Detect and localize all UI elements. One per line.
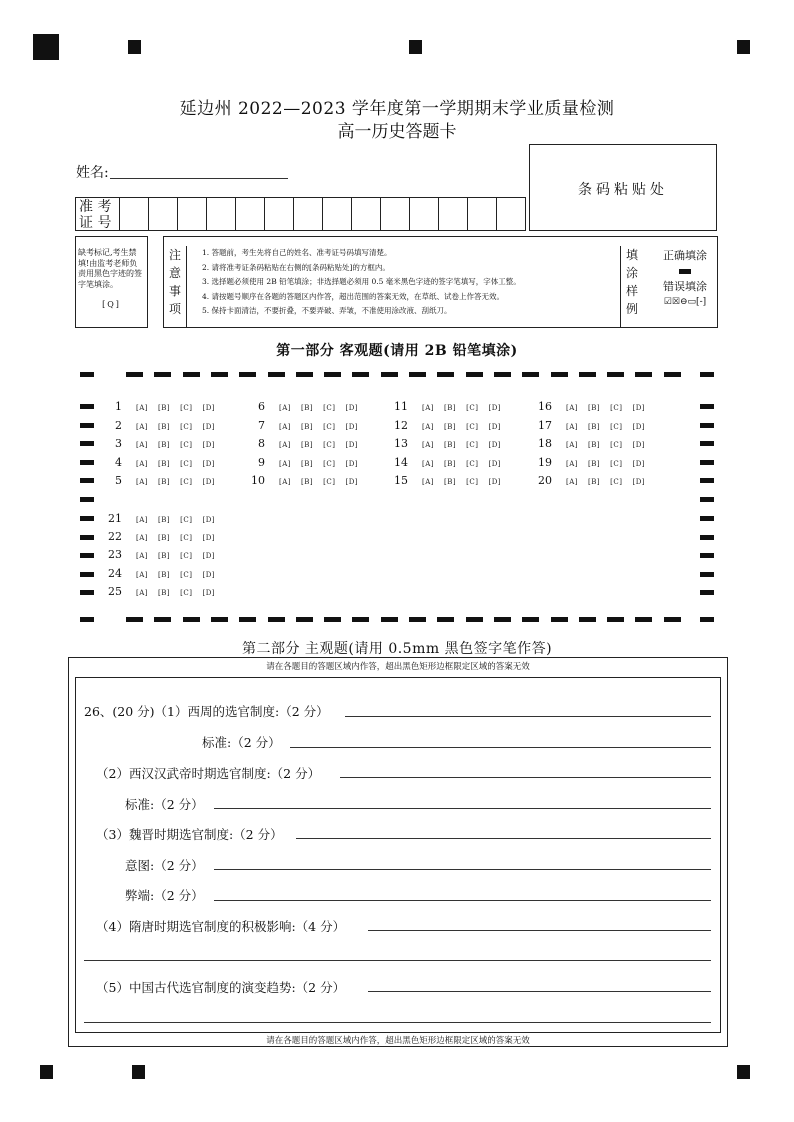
timing-mark bbox=[635, 617, 652, 622]
answer-bubble[interactable]: [D] bbox=[202, 423, 216, 431]
question-row bbox=[98, 456, 225, 469]
timing-mark bbox=[700, 404, 714, 409]
answer-bubble[interactable]: [C] bbox=[180, 460, 193, 468]
answer-bubble[interactable]: [D] bbox=[488, 423, 502, 431]
question-row bbox=[384, 419, 511, 432]
timing-mark bbox=[80, 590, 94, 595]
exam-id-cell[interactable] bbox=[468, 198, 497, 230]
answer-bubble[interactable]: [A] bbox=[279, 404, 292, 412]
absent-instructions: 缺考标记,考生禁填!由监考老师负责用黑色字迹的签字笔填涂。 bbox=[78, 248, 142, 289]
timing-mark bbox=[409, 617, 426, 622]
timing-mark bbox=[700, 553, 714, 558]
timing-mark bbox=[80, 460, 94, 465]
note-item: 5. 保持卡面清洁，不要折叠，不要弄破、弄皱，不准使用涂改液、刮纸刀。 bbox=[202, 306, 452, 316]
fill-example-title: 填涂样例 bbox=[620, 246, 643, 328]
timing-mark bbox=[700, 460, 714, 465]
answer-bubble[interactable]: [D] bbox=[488, 404, 502, 412]
timing-mark bbox=[352, 617, 369, 622]
exam-id-cell[interactable] bbox=[265, 198, 294, 230]
exam-id-cell[interactable] bbox=[497, 198, 525, 230]
answer-bubble[interactable]: [A] bbox=[422, 404, 435, 412]
answer-bubble[interactable]: [B] bbox=[444, 478, 457, 486]
timing-mark bbox=[80, 372, 94, 377]
timing-mark bbox=[154, 372, 171, 377]
part2-title: 第二部分 主观题(请用 0.5mm 黑色签字笔作答) bbox=[241, 641, 553, 657]
answer-bubble[interactable]: [B] bbox=[301, 423, 314, 431]
timing-mark bbox=[466, 617, 483, 622]
timing-mark bbox=[268, 372, 285, 377]
answer-bubble[interactable]: [B] bbox=[301, 404, 314, 412]
timing-mark bbox=[80, 441, 94, 446]
answer-bubble[interactable]: [A] bbox=[136, 478, 149, 486]
answer-bubble[interactable]: [B] bbox=[444, 404, 457, 412]
answer-bubble[interactable]: [C] bbox=[180, 441, 193, 449]
answer-bubble[interactable]: [A] bbox=[136, 534, 149, 542]
exam-id-cell[interactable] bbox=[352, 198, 381, 230]
q26-part1-standard-line[interactable] bbox=[290, 747, 711, 748]
question-row bbox=[241, 456, 368, 469]
exam-id-cell[interactable] bbox=[410, 198, 439, 230]
answer-bubble[interactable]: [B] bbox=[158, 423, 171, 431]
question-number: 14 bbox=[394, 456, 408, 469]
answer-bubble[interactable]: [A] bbox=[422, 423, 435, 431]
part1-title: 第一部分 客观题(请用 2B 铅笔填涂) bbox=[276, 343, 518, 359]
answer-bubble[interactable]: [C] bbox=[610, 460, 623, 468]
answer-bubble[interactable]: [D] bbox=[632, 404, 646, 412]
timing-mark bbox=[700, 478, 714, 483]
answer-bubble[interactable]: [D] bbox=[632, 478, 646, 486]
correct-fill-icon bbox=[679, 269, 691, 274]
answer-bubble[interactable]: [A] bbox=[422, 478, 435, 486]
question-number: 12 bbox=[394, 419, 408, 432]
timing-mark bbox=[183, 617, 200, 622]
answer-bubble[interactable]: [A] bbox=[136, 404, 149, 412]
exam-id-cell[interactable] bbox=[207, 198, 236, 230]
answer-bubble[interactable]: [C] bbox=[610, 478, 623, 486]
answer-bubble[interactable]: [D] bbox=[202, 571, 216, 579]
answer-bubble[interactable]: [C] bbox=[180, 516, 193, 524]
timing-mark bbox=[664, 372, 681, 377]
answer-bubble[interactable]: [C] bbox=[610, 441, 623, 449]
question-number: 23 bbox=[108, 548, 122, 561]
question-number: 5 bbox=[115, 474, 122, 487]
timing-mark bbox=[700, 572, 714, 577]
answer-bubble[interactable]: [A] bbox=[566, 478, 579, 486]
exam-id-label: 准 考 证 号 bbox=[76, 198, 120, 230]
timing-mark bbox=[126, 617, 143, 622]
answer-bubble[interactable]: [D] bbox=[632, 441, 646, 449]
question-number: 17 bbox=[538, 419, 552, 432]
timing-mark bbox=[494, 617, 511, 622]
absent-mark-bubble[interactable]: [Q] bbox=[102, 300, 121, 309]
timing-mark bbox=[80, 516, 94, 521]
question-row bbox=[98, 530, 225, 543]
question-row bbox=[528, 456, 655, 469]
answer-bubble[interactable]: [C] bbox=[323, 460, 336, 468]
q26-part2-label: （2）西汉汉武帝时期选官制度:（2 分） bbox=[96, 766, 321, 781]
question-number: 15 bbox=[394, 474, 408, 487]
answer-bubble[interactable]: [B] bbox=[158, 404, 171, 412]
exam-id-cell[interactable] bbox=[149, 198, 178, 230]
exam-id-cell[interactable] bbox=[294, 198, 323, 230]
answer-bubble[interactable]: [D] bbox=[345, 460, 359, 468]
note-item: 2. 请将准考证条码粘贴在右侧的[条码粘贴处]的方框内。 bbox=[202, 262, 390, 272]
timing-mark bbox=[183, 372, 200, 377]
question-number: 21 bbox=[108, 512, 122, 525]
timing-mark bbox=[211, 372, 228, 377]
q26-part4-answer-line[interactable] bbox=[368, 930, 711, 931]
answer-bubble[interactable]: [B] bbox=[158, 441, 171, 449]
answer-bubble[interactable]: [B] bbox=[301, 460, 314, 468]
answer-bubble[interactable]: [A] bbox=[136, 589, 149, 597]
answer-bubble[interactable]: [D] bbox=[488, 441, 502, 449]
timing-mark bbox=[579, 372, 596, 377]
timing-mark bbox=[381, 372, 398, 377]
answer-bubble[interactable]: [A] bbox=[136, 552, 149, 560]
notes-box bbox=[163, 236, 718, 328]
timing-mark bbox=[700, 516, 714, 521]
question-number: 22 bbox=[108, 530, 122, 543]
timing-mark bbox=[80, 497, 94, 502]
question-row bbox=[384, 474, 511, 487]
alignment-mark-top bbox=[409, 40, 422, 54]
timing-mark bbox=[80, 535, 94, 540]
timing-mark bbox=[324, 617, 341, 622]
question-number: 2 bbox=[115, 419, 122, 432]
timing-mark bbox=[700, 590, 714, 595]
wrong-fill-label: 错误填涂 bbox=[663, 280, 707, 293]
q26-part3-drawback-line[interactable] bbox=[214, 900, 711, 901]
answer-bubble[interactable]: [C] bbox=[323, 441, 336, 449]
q26-part3-intent-line[interactable] bbox=[214, 869, 711, 870]
answer-bubble[interactable]: [B] bbox=[588, 478, 601, 486]
timing-mark bbox=[522, 617, 539, 622]
question-row bbox=[384, 456, 511, 469]
alignment-mark-bottom bbox=[132, 1065, 145, 1079]
answer-bubble[interactable]: [D] bbox=[202, 478, 216, 486]
q26-part5-answer-line[interactable] bbox=[368, 991, 711, 992]
q26-part3-drawback-label: 弊端:（2 分） bbox=[125, 888, 204, 903]
answer-bubble[interactable]: [D] bbox=[202, 552, 216, 560]
question-number: 13 bbox=[394, 437, 408, 450]
answer-bubble[interactable]: [B] bbox=[444, 441, 457, 449]
q26-part5-answer-line[interactable] bbox=[84, 1022, 711, 1023]
timing-mark bbox=[239, 617, 256, 622]
answer-bubble[interactable]: [C] bbox=[466, 441, 479, 449]
answer-bubble[interactable]: [C] bbox=[180, 478, 193, 486]
timing-mark bbox=[409, 372, 426, 377]
answer-bubble[interactable]: [B] bbox=[588, 441, 601, 449]
timing-mark bbox=[700, 423, 714, 428]
page-subtitle: 高一历史答题卡 bbox=[337, 122, 457, 142]
answer-bubble[interactable]: [C] bbox=[323, 404, 336, 412]
answer-bubble[interactable]: [A] bbox=[422, 441, 435, 449]
timing-mark bbox=[437, 617, 454, 622]
q26-part2-standard-label: 标准:（2 分） bbox=[125, 797, 204, 812]
answer-bubble[interactable]: [C] bbox=[180, 423, 193, 431]
q26-part2-standard-line[interactable] bbox=[214, 808, 711, 809]
timing-mark bbox=[579, 617, 596, 622]
exam-id-cell[interactable] bbox=[178, 198, 207, 230]
q26-part4-label: （4）隋唐时期选官制度的积极影响:（4 分） bbox=[96, 919, 346, 934]
answer-bubble[interactable]: [D] bbox=[202, 534, 216, 542]
answer-bubble[interactable]: [D] bbox=[202, 460, 216, 468]
timing-mark bbox=[700, 535, 714, 540]
answer-bubble[interactable]: [D] bbox=[345, 404, 359, 412]
timing-mark bbox=[551, 617, 568, 622]
timing-mark bbox=[268, 617, 285, 622]
timing-mark bbox=[466, 372, 483, 377]
area-warning-top: 请在各题目的答题区域内作答，超出黑色矩形边框限定区域的答案无效 bbox=[266, 662, 530, 672]
absent-mark-box bbox=[75, 236, 148, 328]
question-row bbox=[98, 567, 225, 580]
timing-mark bbox=[126, 372, 143, 377]
answer-bubble[interactable]: [B] bbox=[158, 460, 171, 468]
name-field[interactable] bbox=[110, 178, 288, 179]
answer-bubble[interactable]: [D] bbox=[488, 478, 502, 486]
exam-id-cell[interactable] bbox=[439, 198, 468, 230]
barcode-label: 条码粘贴处 bbox=[578, 182, 668, 198]
question-number: 9 bbox=[258, 456, 265, 469]
question-number: 7 bbox=[258, 419, 265, 432]
answer-bubble[interactable]: [A] bbox=[566, 404, 579, 412]
q26-part2-answer-line[interactable] bbox=[340, 777, 711, 778]
timing-mark bbox=[80, 617, 94, 622]
question-row bbox=[241, 400, 368, 413]
answer-bubble[interactable]: [C] bbox=[466, 404, 479, 412]
answer-bubble[interactable]: [C] bbox=[180, 534, 193, 542]
note-item: 3. 选择题必须使用 2B 铅笔填涂；非选择题必须用 0.5 毫米黑色字迹的签字笔填写，字体工整。 bbox=[202, 277, 521, 287]
q26-part5-label: （5）中国古代选官制度的演变趋势:（2 分） bbox=[96, 980, 346, 995]
answer-bubble[interactable]: [A] bbox=[566, 460, 579, 468]
timing-mark bbox=[211, 617, 228, 622]
question-number: 25 bbox=[108, 585, 122, 598]
answer-bubble[interactable]: [B] bbox=[158, 534, 171, 542]
exam-id-grid bbox=[75, 197, 526, 231]
answer-bubble[interactable]: [D] bbox=[345, 441, 359, 449]
answer-bubble[interactable]: [C] bbox=[180, 552, 193, 560]
alignment-mark-top bbox=[128, 40, 141, 54]
question-number: 19 bbox=[538, 456, 552, 469]
timing-mark bbox=[607, 372, 624, 377]
answer-bubble[interactable]: [D] bbox=[202, 441, 216, 449]
question-row bbox=[241, 437, 368, 450]
answer-bubble[interactable]: [A] bbox=[566, 441, 579, 449]
exam-id-cell[interactable] bbox=[236, 198, 265, 230]
answer-bubble[interactable]: [A] bbox=[279, 441, 292, 449]
answer-bubble[interactable]: [B] bbox=[301, 441, 314, 449]
q26-part1-label: 26、(20 分)（1）西周的选官制度:（2 分） bbox=[84, 704, 329, 719]
barcode-area bbox=[529, 144, 717, 231]
answer-bubble[interactable]: [A] bbox=[136, 441, 149, 449]
name-label: 姓名: bbox=[76, 165, 109, 181]
q26-part3-intent-label: 意图:（2 分） bbox=[125, 858, 204, 873]
answer-bubble[interactable]: [C] bbox=[466, 478, 479, 486]
answer-bubble[interactable]: [B] bbox=[158, 552, 171, 560]
alignment-mark-bottom bbox=[737, 1065, 750, 1079]
question-number: 1 bbox=[115, 400, 122, 413]
question-number: 18 bbox=[538, 437, 552, 450]
alignment-mark-bottom bbox=[40, 1065, 53, 1079]
answer-bubble[interactable]: [B] bbox=[588, 460, 601, 468]
answer-bubble[interactable]: [A] bbox=[279, 460, 292, 468]
question-row bbox=[528, 474, 655, 487]
question-number: 10 bbox=[251, 474, 265, 487]
fill-example bbox=[654, 247, 716, 307]
q26-part3-answer-line[interactable] bbox=[296, 838, 711, 839]
notes-list bbox=[202, 246, 521, 319]
answer-bubble[interactable]: [A] bbox=[136, 571, 149, 579]
timing-mark bbox=[80, 553, 94, 558]
answer-bubble[interactable]: [A] bbox=[422, 460, 435, 468]
answer-bubble[interactable]: [D] bbox=[632, 423, 646, 431]
question-row bbox=[98, 548, 225, 561]
answer-bubble[interactable]: [C] bbox=[466, 423, 479, 431]
q26-part4-answer-line[interactable] bbox=[84, 960, 711, 961]
question-row bbox=[528, 419, 655, 432]
note-item: 4. 请按题号顺序在各题的答题区内作答，超出范围的答案无效，在草纸、试卷上作答无效。 bbox=[202, 291, 505, 301]
answer-bubble[interactable]: [C] bbox=[323, 423, 336, 431]
timing-mark bbox=[664, 617, 681, 622]
wrong-fill-icons: ☑☒⊖▭[-] bbox=[663, 297, 707, 307]
timing-mark bbox=[154, 617, 171, 622]
corner-mark-top-left bbox=[33, 34, 59, 60]
timing-mark bbox=[80, 478, 94, 483]
timing-mark bbox=[551, 372, 568, 377]
question-row bbox=[384, 400, 511, 413]
timing-mark bbox=[324, 372, 341, 377]
q26-part1-standard-label: 标准:（2 分） bbox=[202, 735, 281, 750]
answer-bubble[interactable]: [D] bbox=[345, 478, 359, 486]
question-row bbox=[384, 437, 511, 450]
answer-bubble[interactable]: [B] bbox=[158, 516, 171, 524]
answer-bubble[interactable]: [D] bbox=[202, 404, 216, 412]
answer-bubble[interactable]: [B] bbox=[158, 478, 171, 486]
timing-mark bbox=[437, 372, 454, 377]
answer-bubble[interactable]: [A] bbox=[566, 423, 579, 431]
question-number: 4 bbox=[115, 456, 122, 469]
answer-bubble[interactable]: [A] bbox=[136, 423, 149, 431]
question-row bbox=[528, 437, 655, 450]
question-row bbox=[528, 400, 655, 413]
timing-mark bbox=[80, 423, 94, 428]
answer-bubble[interactable]: [C] bbox=[466, 460, 479, 468]
area-warning-bottom: 请在各题目的答题区域内作答，超出黑色矩形边框限定区域的答案无效 bbox=[266, 1036, 530, 1046]
timing-mark bbox=[700, 617, 714, 622]
answer-bubble[interactable]: [A] bbox=[136, 460, 149, 468]
answer-bubble[interactable]: [B] bbox=[158, 571, 171, 579]
question-row bbox=[98, 512, 225, 525]
question-number: 3 bbox=[115, 437, 122, 450]
timing-mark bbox=[239, 372, 256, 377]
note-item: 1. 答题前，考生先将自己的姓名、准考证号码填写清楚。 bbox=[202, 248, 392, 257]
answer-bubble[interactable]: [C] bbox=[610, 404, 623, 412]
answer-bubble[interactable]: [D] bbox=[488, 460, 502, 468]
timing-mark bbox=[700, 497, 714, 502]
question-number: 16 bbox=[538, 400, 552, 413]
timing-mark bbox=[80, 572, 94, 577]
timing-mark bbox=[352, 372, 369, 377]
exam-id-cell[interactable] bbox=[381, 198, 410, 230]
answer-bubble[interactable]: [B] bbox=[588, 423, 601, 431]
answer-bubble[interactable]: [D] bbox=[632, 460, 646, 468]
notes-title: 注意事项 bbox=[164, 246, 187, 328]
question-row bbox=[98, 437, 225, 450]
answer-bubble[interactable]: [D] bbox=[345, 423, 359, 431]
question-row bbox=[98, 474, 225, 487]
question-row bbox=[98, 400, 225, 413]
timing-mark bbox=[607, 617, 624, 622]
question-number: 11 bbox=[394, 400, 408, 413]
question-row bbox=[241, 474, 368, 487]
alignment-mark-top bbox=[737, 40, 750, 54]
question-row bbox=[98, 419, 225, 432]
timing-mark bbox=[635, 372, 652, 377]
timing-mark bbox=[522, 372, 539, 377]
answer-bubble[interactable]: [C] bbox=[180, 589, 193, 597]
q26-part3-label: （3）魏晋时期选官制度:（2 分） bbox=[96, 827, 283, 842]
answer-bubble[interactable]: [C] bbox=[610, 423, 623, 431]
question-row bbox=[241, 419, 368, 432]
answer-bubble[interactable]: [B] bbox=[301, 478, 314, 486]
exam-id-cell[interactable] bbox=[120, 198, 149, 230]
answer-bubble[interactable]: [D] bbox=[202, 516, 216, 524]
correct-fill-label: 正确填涂 bbox=[663, 249, 707, 262]
question-number: 6 bbox=[258, 400, 265, 413]
exam-id-cell[interactable] bbox=[323, 198, 352, 230]
answer-bubble[interactable]: [A] bbox=[136, 516, 149, 524]
timing-mark bbox=[296, 617, 313, 622]
answer-bubble[interactable]: [B] bbox=[588, 404, 601, 412]
answer-bubble[interactable]: [C] bbox=[323, 478, 336, 486]
answer-bubble[interactable]: [C] bbox=[180, 404, 193, 412]
answer-bubble[interactable]: [D] bbox=[202, 589, 216, 597]
question-number: 24 bbox=[108, 567, 122, 580]
timing-mark bbox=[80, 404, 94, 409]
question-row bbox=[98, 585, 225, 598]
answer-bubble[interactable]: [B] bbox=[158, 589, 171, 597]
question-number: 20 bbox=[538, 474, 552, 487]
answer-bubble[interactable]: [A] bbox=[279, 423, 292, 431]
timing-mark bbox=[494, 372, 511, 377]
answer-bubble[interactable]: [A] bbox=[279, 478, 292, 486]
timing-mark bbox=[296, 372, 313, 377]
answer-bubble[interactable]: [B] bbox=[444, 423, 457, 431]
q26-part1-answer-line[interactable] bbox=[345, 716, 711, 717]
timing-mark bbox=[381, 617, 398, 622]
answer-bubble[interactable]: [B] bbox=[444, 460, 457, 468]
answer-bubble[interactable]: [C] bbox=[180, 571, 193, 579]
timing-mark bbox=[700, 372, 714, 377]
question-number: 8 bbox=[258, 437, 265, 450]
timing-mark bbox=[700, 441, 714, 446]
page-title: 延边州 2022—2023 学年度第一学期期末学业质量检测 bbox=[179, 99, 615, 119]
